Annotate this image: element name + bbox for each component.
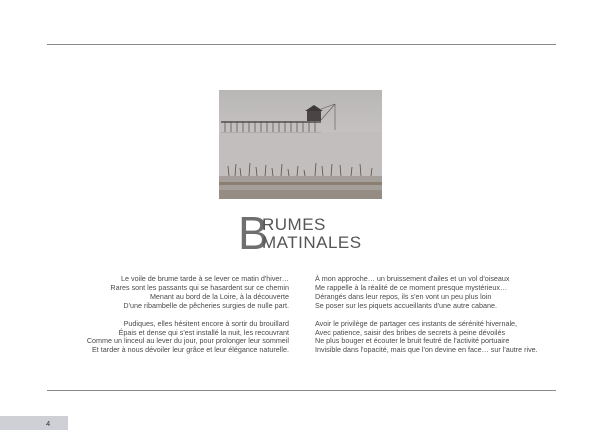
stanza bbox=[315, 275, 538, 311]
stanza bbox=[87, 275, 289, 311]
verse-line: Dérangés dans leur repos, ils s'en vont un peu plus loin bbox=[315, 291, 492, 301]
verse-line: Le voile de brume tarde à se lever ce matin d'hiver… bbox=[121, 274, 289, 283]
article-title bbox=[238, 207, 398, 259]
poem-left-column bbox=[87, 275, 289, 364]
title-line-2: MATINALES bbox=[262, 233, 362, 252]
verse-line: D'une ribambelle de pêcheries surgies de nulle part. bbox=[123, 300, 289, 310]
misty-fishing-hut-photo bbox=[219, 90, 382, 199]
verse-line: Avec patience, saisir des bribes de secrets à peine dévoilés bbox=[315, 327, 506, 337]
verse-line: Avoir le privilège de partager ces instants de sérénité hivernale, bbox=[315, 318, 518, 328]
bottom-rule bbox=[47, 390, 556, 391]
verse-line: Se poser sur les piquets accueillants d'une autre cabane. bbox=[315, 300, 497, 310]
page-number-tab bbox=[0, 416, 68, 430]
verse-line: Ne plus bouger et écouter le bruit feutré de l'activité portuaire bbox=[315, 336, 510, 346]
verse-line: À mon approche… un bruissement d'ailes et un vol d'oiseaux bbox=[315, 274, 510, 283]
verse-line: Invisible dans l'opacité, mais que l'on devine en face… sur l'autre rive. bbox=[315, 345, 538, 355]
verse-line: Me rappelle à la réalité de ce moment presque mystérieux… bbox=[315, 282, 508, 292]
verse-line: Pudiques, elles hésitent encore à sortir du brouillard bbox=[123, 318, 289, 328]
title-line-1: RUMES bbox=[262, 215, 326, 234]
page-number: 4 bbox=[46, 419, 51, 428]
top-rule bbox=[47, 44, 556, 45]
verse-line: Épais et dense qui s'est installé la nuit, les recouvrant bbox=[118, 327, 289, 337]
stanza bbox=[315, 320, 538, 356]
verse-line: Rares sont les passants qui se hasardent sur ce chemin bbox=[110, 282, 289, 292]
verse-line: Et tarder à nous dévoiler leur grâce et leur élégance naturelle. bbox=[92, 345, 289, 355]
verse-line: Comme un linceul au lever du jour, pour prolonger leur sommeil bbox=[86, 336, 289, 346]
title-initial: B bbox=[238, 207, 269, 259]
stanza bbox=[87, 320, 289, 356]
verse-line: Menant au bord de la Loire, à la découverte bbox=[149, 291, 289, 301]
poem-right-column bbox=[315, 275, 538, 364]
